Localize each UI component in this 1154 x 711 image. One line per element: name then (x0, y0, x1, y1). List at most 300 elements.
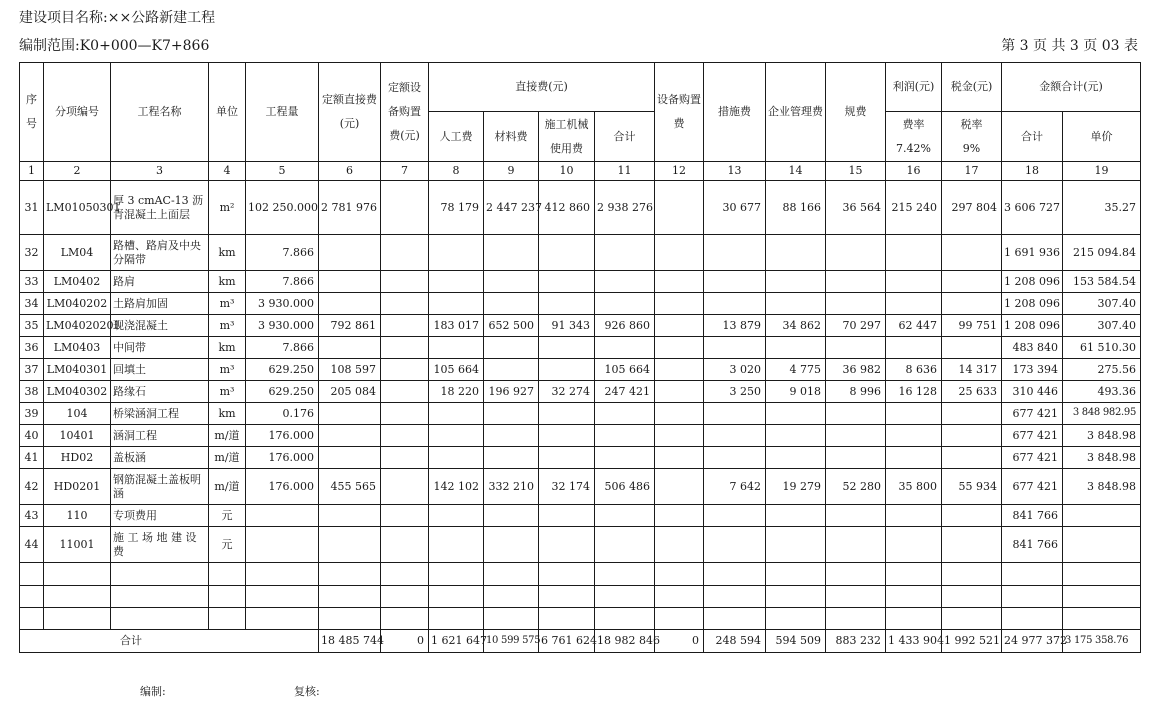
table-cell (655, 425, 704, 447)
table-cell: 677 421 (1002, 425, 1063, 447)
empty-cell (704, 586, 766, 608)
table-cell: 62 447 (886, 315, 942, 337)
table-cell (484, 403, 539, 425)
table-row (20, 337, 1141, 359)
table-cell: 629.250 (246, 381, 319, 403)
table-cell (942, 505, 1002, 527)
column-index: 19 (1063, 162, 1141, 181)
table-cell: 34 862 (766, 315, 826, 337)
col-direct-group: 直接费(元) (429, 63, 655, 112)
table-cell: 9 018 (766, 381, 826, 403)
table-cell (319, 403, 381, 425)
table-cell: 中间带 (111, 337, 209, 359)
table-cell: 247 421 (595, 381, 655, 403)
table-cell (886, 235, 942, 271)
total-cell: 594 509 (766, 630, 826, 653)
table-cell (319, 271, 381, 293)
table-cell (655, 447, 704, 469)
col-subtotal: 合计 (595, 112, 655, 162)
table-cell: 307.40 (1063, 293, 1141, 315)
table-cell (381, 505, 429, 527)
table-cell: 61 510.30 (1063, 337, 1141, 359)
table-row (20, 527, 1141, 563)
table-cell: LM04020201 (44, 315, 111, 337)
empty-cell (381, 563, 429, 586)
col-tax: 税金(元) (942, 63, 1002, 112)
column-index: 7 (381, 162, 429, 181)
table-cell: 34 (20, 293, 44, 315)
table-cell: 7.866 (246, 235, 319, 271)
table-cell (826, 337, 886, 359)
table-cell: 205 084 (319, 381, 381, 403)
table-cell: 专项费用 (111, 505, 209, 527)
table-cell (381, 527, 429, 563)
table-cell: 493.36 (1063, 381, 1141, 403)
col-profit-rate (886, 112, 942, 162)
table-cell: 钢筋混凝土盖板明涵 (111, 469, 209, 505)
table-cell: 483 840 (1002, 337, 1063, 359)
table-cell: m/道 (209, 447, 246, 469)
column-index: 14 (766, 162, 826, 181)
table-cell: 792 861 (319, 315, 381, 337)
table-cell (942, 293, 1002, 315)
empty-cell (1063, 586, 1141, 608)
table-cell (655, 235, 704, 271)
table-row (20, 381, 1141, 403)
empty-cell (539, 563, 595, 586)
empty-cell (209, 608, 246, 630)
table-cell (942, 403, 1002, 425)
tax-rate-value: 9% (962, 141, 981, 155)
table-cell: 3 606 727 (1002, 181, 1063, 235)
table-cell: 元 (209, 505, 246, 527)
table-cell (655, 381, 704, 403)
table-cell: LM040302 (44, 381, 111, 403)
table-cell (595, 337, 655, 359)
total-cell: 18 485 744 (319, 630, 381, 653)
table-cell: 196 927 (484, 381, 539, 403)
table-cell: 16 128 (886, 381, 942, 403)
table-cell: m/道 (209, 469, 246, 505)
empty-cell (246, 608, 319, 630)
total-cell: 3 175 358.76 (1063, 630, 1141, 653)
table-cell (381, 359, 429, 381)
table-cell: 36 (20, 337, 44, 359)
table-cell (826, 425, 886, 447)
empty-cell (766, 608, 826, 630)
table-cell: 路肩 (111, 271, 209, 293)
table-cell (381, 447, 429, 469)
table-cell: 105 664 (595, 359, 655, 381)
reviewer-label: 复核: (294, 685, 320, 698)
table-cell: m³ (209, 315, 246, 337)
table-row (20, 181, 1141, 235)
table-cell: 104 (44, 403, 111, 425)
table-cell (886, 271, 942, 293)
table-cell (539, 337, 595, 359)
table-cell: km (209, 271, 246, 293)
table-cell (766, 447, 826, 469)
table-cell (655, 337, 704, 359)
budget-table (19, 62, 1141, 653)
profit-rate-label: 费率 (902, 117, 925, 131)
table-cell: HD0201 (44, 469, 111, 505)
table-cell: 11001 (44, 527, 111, 563)
empty-cell (484, 586, 539, 608)
table-row (20, 315, 1141, 337)
empty-cell (826, 608, 886, 630)
table-cell (539, 293, 595, 315)
table-cell: 2 447 237 (484, 181, 539, 235)
empty-cell (319, 563, 381, 586)
empty-cell (429, 608, 484, 630)
table-cell (942, 527, 1002, 563)
table-cell (942, 235, 1002, 271)
column-index: 3 (111, 162, 209, 181)
empty-row (20, 563, 1141, 586)
table-cell (704, 527, 766, 563)
table-cell (539, 527, 595, 563)
table-cell (484, 447, 539, 469)
table-cell: 841 766 (1002, 505, 1063, 527)
table-cell: 1 208 096 (1002, 293, 1063, 315)
table-cell (942, 271, 1002, 293)
empty-cell (539, 586, 595, 608)
empty-cell (20, 586, 44, 608)
table-cell: 102 250.000 (246, 181, 319, 235)
empty-row (20, 586, 1141, 608)
column-index: 13 (704, 162, 766, 181)
table-cell: 35 800 (886, 469, 942, 505)
table-cell: 8 996 (826, 381, 886, 403)
table-cell: 35.27 (1063, 181, 1141, 235)
table-cell (484, 425, 539, 447)
empty-cell (886, 563, 942, 586)
table-cell: 52 280 (826, 469, 886, 505)
table-cell: 路缘石 (111, 381, 209, 403)
table-cell (319, 425, 381, 447)
table-row (20, 293, 1141, 315)
empty-cell (111, 563, 209, 586)
table-cell (704, 271, 766, 293)
table-cell: 91 343 (539, 315, 595, 337)
table-cell (381, 315, 429, 337)
table-row (20, 403, 1141, 425)
column-index: 17 (942, 162, 1002, 181)
col-unit-price: 单价 (1063, 112, 1141, 162)
table-cell (246, 505, 319, 527)
table-cell (826, 447, 886, 469)
table-cell: 153 584.54 (1063, 271, 1141, 293)
empty-cell (704, 563, 766, 586)
empty-cell (886, 608, 942, 630)
empty-cell (381, 586, 429, 608)
table-cell: 677 421 (1002, 469, 1063, 505)
table-cell: 1 691 936 (1002, 235, 1063, 271)
col-quota-direct: 定额直接费(元) (319, 63, 381, 162)
table-cell: 412 860 (539, 181, 595, 235)
table-cell: 33 (20, 271, 44, 293)
col-code: 分项编号 (44, 63, 111, 162)
table-cell (886, 527, 942, 563)
table-cell (766, 505, 826, 527)
table-cell (704, 505, 766, 527)
column-index: 6 (319, 162, 381, 181)
table-cell: 18 220 (429, 381, 484, 403)
table-cell (826, 403, 886, 425)
table-cell: 10401 (44, 425, 111, 447)
table-cell: m² (209, 181, 246, 235)
table-cell: 173 394 (1002, 359, 1063, 381)
table-cell: 13 879 (704, 315, 766, 337)
table-cell: 4 775 (766, 359, 826, 381)
table-cell: 39 (20, 403, 44, 425)
table-cell (655, 181, 704, 235)
empty-cell (942, 563, 1002, 586)
empty-cell (381, 608, 429, 630)
table-cell: 8 636 (886, 359, 942, 381)
empty-cell (20, 608, 44, 630)
table-cell: 455 565 (319, 469, 381, 505)
empty-cell (886, 586, 942, 608)
table-cell: 176.000 (246, 469, 319, 505)
table-cell (826, 293, 886, 315)
total-cell: 883 232 (826, 630, 886, 653)
table-cell (655, 271, 704, 293)
table-cell: 土路肩加固 (111, 293, 209, 315)
table-cell: 25 633 (942, 381, 1002, 403)
table-cell (704, 425, 766, 447)
empty-cell (44, 563, 111, 586)
empty-cell (209, 563, 246, 586)
table-cell (429, 505, 484, 527)
table-cell (704, 403, 766, 425)
table-cell: 37 (20, 359, 44, 381)
total-cell: 0 (655, 630, 704, 653)
table-cell: 19 279 (766, 469, 826, 505)
table-cell: 215 094.84 (1063, 235, 1141, 271)
table-cell (766, 425, 826, 447)
table-cell (539, 359, 595, 381)
table-cell: 施 工 场 地 建 设费 (111, 527, 209, 563)
table-cell: 36 982 (826, 359, 886, 381)
table-cell: 3 848.98 (1063, 469, 1141, 505)
table-cell: 105 664 (429, 359, 484, 381)
table-cell (886, 447, 942, 469)
table-cell (826, 271, 886, 293)
col-measures: 措施费 (704, 63, 766, 162)
table-cell (539, 425, 595, 447)
empty-cell (766, 563, 826, 586)
empty-cell (1002, 563, 1063, 586)
table-cell (429, 425, 484, 447)
table-cell (381, 381, 429, 403)
column-index: 9 (484, 162, 539, 181)
empty-cell (826, 586, 886, 608)
header-row-1 (20, 63, 1141, 112)
table-cell (539, 271, 595, 293)
table-cell (429, 271, 484, 293)
empty-cell (1063, 563, 1141, 586)
col-tax-rate (942, 112, 1002, 162)
table-cell (826, 235, 886, 271)
table-cell: 回填土 (111, 359, 209, 381)
table-cell (766, 293, 826, 315)
table-cell: LM01050301 (44, 181, 111, 235)
table-cell (826, 505, 886, 527)
empty-cell (595, 608, 655, 630)
compiler-label: 编制: (140, 685, 166, 698)
total-cell: 248 594 (704, 630, 766, 653)
table-cell: 629.250 (246, 359, 319, 381)
table-row (20, 425, 1141, 447)
table-cell (381, 271, 429, 293)
table-cell: 7 642 (704, 469, 766, 505)
table-cell (484, 235, 539, 271)
column-index: 12 (655, 162, 704, 181)
table-cell: 3 848.98 (1063, 425, 1141, 447)
empty-cell (539, 608, 595, 630)
empty-cell (20, 563, 44, 586)
col-qty: 工程量 (246, 63, 319, 162)
column-index: 16 (886, 162, 942, 181)
table-cell: 215 240 (886, 181, 942, 235)
empty-cell (595, 563, 655, 586)
empty-cell (246, 586, 319, 608)
table-cell (319, 505, 381, 527)
table-cell: 3 020 (704, 359, 766, 381)
empty-cell (44, 586, 111, 608)
empty-cell (1002, 608, 1063, 630)
table-cell: 78 179 (429, 181, 484, 235)
table-cell (1063, 505, 1141, 527)
table-cell (539, 403, 595, 425)
table-cell: 2 938 276 (595, 181, 655, 235)
column-index: 10 (539, 162, 595, 181)
col-machine: 施工机械使用费 (539, 112, 595, 162)
table-body (20, 63, 1141, 653)
table-row (20, 271, 1141, 293)
table-cell (381, 403, 429, 425)
table-cell: 43 (20, 505, 44, 527)
table-cell (704, 293, 766, 315)
table-cell: 108 597 (319, 359, 381, 381)
table-cell (381, 293, 429, 315)
table-cell: 31 (20, 181, 44, 235)
table-cell (381, 469, 429, 505)
table-cell (595, 271, 655, 293)
empty-cell (655, 586, 704, 608)
col-enterprise: 企业管理费 (766, 63, 826, 162)
empty-cell (1063, 608, 1141, 630)
column-index: 8 (429, 162, 484, 181)
table-cell: 3 930.000 (246, 315, 319, 337)
table-cell: LM040301 (44, 359, 111, 381)
table-cell (484, 271, 539, 293)
table-cell (886, 403, 942, 425)
table-cell (381, 337, 429, 359)
table-cell (942, 425, 1002, 447)
table-cell: LM0402 (44, 271, 111, 293)
column-index-row (20, 162, 1141, 181)
table-cell (655, 315, 704, 337)
table-cell (1063, 527, 1141, 563)
col-fees: 规费 (826, 63, 886, 162)
col-amount-group: 金额合计(元) (1002, 63, 1141, 112)
table-cell: LM04 (44, 235, 111, 271)
empty-cell (484, 608, 539, 630)
table-cell (381, 181, 429, 235)
table-cell (655, 359, 704, 381)
table-cell: 1 208 096 (1002, 315, 1063, 337)
table-cell: LM0403 (44, 337, 111, 359)
table-cell (655, 403, 704, 425)
table-cell: 841 766 (1002, 527, 1063, 563)
empty-cell (704, 608, 766, 630)
table-cell: 506 486 (595, 469, 655, 505)
table-cell: 0.176 (246, 403, 319, 425)
table-cell: km (209, 235, 246, 271)
compile-scope: 编制范围:K0+000—K7+866 (19, 38, 210, 54)
table-cell (886, 425, 942, 447)
table-cell (595, 527, 655, 563)
empty-cell (826, 563, 886, 586)
table-cell: 桥梁涵洞工程 (111, 403, 209, 425)
empty-cell (484, 563, 539, 586)
empty-row (20, 608, 1141, 630)
tax-rate-label: 税率 (960, 117, 983, 131)
table-cell: 110 (44, 505, 111, 527)
table-cell (595, 235, 655, 271)
col-name: 工程名称 (111, 63, 209, 162)
table-cell (886, 505, 942, 527)
table-cell: 1 208 096 (1002, 271, 1063, 293)
table-cell: 41 (20, 447, 44, 469)
table-cell (429, 447, 484, 469)
total-cell: 10 599 575 (484, 630, 539, 653)
table-cell (539, 235, 595, 271)
col-amount-total: 合计 (1002, 112, 1063, 162)
table-cell: 32 174 (539, 469, 595, 505)
total-row (20, 630, 1141, 653)
column-index: 2 (44, 162, 111, 181)
col-unit: 单位 (209, 63, 246, 162)
table-cell (595, 293, 655, 315)
table-cell: LM040202 (44, 293, 111, 315)
total-cell: 24 977 372 (1002, 630, 1063, 653)
table-cell (886, 337, 942, 359)
table-cell: 183 017 (429, 315, 484, 337)
table-cell (429, 293, 484, 315)
table-cell: km (209, 337, 246, 359)
table-cell (484, 337, 539, 359)
table-cell: 2 781 976 (319, 181, 381, 235)
table-cell (429, 235, 484, 271)
table-cell: 307.40 (1063, 315, 1141, 337)
table-cell: 40 (20, 425, 44, 447)
table-cell (766, 235, 826, 271)
profit-rate-value: 7.42% (896, 141, 931, 155)
total-cell: 1 621 647 (429, 630, 484, 653)
table-row (20, 505, 1141, 527)
table-cell: 14 317 (942, 359, 1002, 381)
table-cell (942, 447, 1002, 469)
table-cell: m³ (209, 381, 246, 403)
table-cell: 35 (20, 315, 44, 337)
table-cell: 677 421 (1002, 447, 1063, 469)
table-cell (595, 425, 655, 447)
table-cell (766, 527, 826, 563)
